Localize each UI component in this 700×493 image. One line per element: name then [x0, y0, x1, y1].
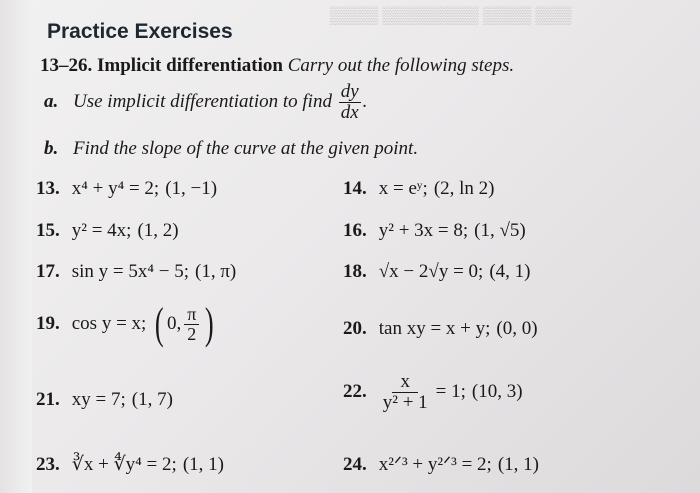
fraction-numerator: x — [392, 372, 418, 393]
exercise-20 — [343, 318, 538, 340]
step-a-text: Use implicit differentiation to find — [73, 90, 332, 112]
exercise-number: 18. — [343, 261, 367, 282]
exercise-point: (1, −1) — [165, 178, 218, 199]
exercise-23 — [36, 453, 224, 476]
exercise-point: (1, 7) — [131, 389, 173, 410]
exercise-instruction: Carry out the following steps. — [287, 55, 515, 76]
exercise-equation: x = eʸ; — [378, 178, 428, 199]
exercise-number: 23. — [36, 453, 60, 475]
exercise-point: (1, 2) — [137, 220, 179, 241]
step-a — [44, 82, 367, 123]
exercise-equation: sin y = 5x⁴ − 5; — [71, 261, 190, 282]
exercise-21 — [36, 389, 173, 411]
exercise-17 — [36, 261, 236, 283]
exercise-equation: xy = 7; — [71, 389, 126, 410]
exercise-point — [152, 299, 217, 348]
exercise-number: 16. — [343, 220, 367, 241]
section-heading: Practice Exercises — [47, 20, 233, 43]
pi-over-2-fraction — [184, 305, 199, 344]
exercise-number: 19. — [36, 313, 60, 334]
exercise-equation: x²ᐟ³ + y²ᐟ³ = 2; — [378, 454, 492, 475]
right-paren: ) — [205, 299, 215, 348]
exercise-number: 17. — [36, 261, 60, 282]
exercise-22 — [343, 372, 523, 413]
exercise-topic: Implicit differentiation — [97, 55, 283, 76]
exercise-number: 24. — [343, 453, 367, 475]
exercise-number: 14. — [343, 178, 367, 199]
fraction-denominator: dx — [340, 101, 359, 123]
exercise-equation: tan xy = x + y; — [378, 318, 491, 339]
fraction-numerator: π — [184, 305, 199, 325]
exercise-24 — [343, 453, 539, 476]
exercise-point: (1, 1) — [497, 453, 539, 475]
exercise-equation: x⁴ + y⁴ = 2; — [71, 178, 160, 199]
exercise-equation: = 1; — [435, 381, 466, 403]
step-b-text: Find the slope of the curve at the given point. — [73, 138, 419, 159]
exercise-equation: √x − 2√y = 0; — [378, 261, 484, 282]
exercise-14 — [343, 178, 495, 200]
exercise-point: (1, π) — [195, 261, 237, 282]
step-b-letter: b. — [44, 138, 59, 159]
page-fold-shadow — [0, 0, 32, 493]
exercise-13 — [36, 178, 217, 200]
exercise-point: (1, √5) — [474, 220, 526, 241]
exercise-point: (2, ln 2) — [433, 178, 495, 199]
exercise-number: 21. — [36, 389, 60, 410]
exercise-16 — [343, 220, 526, 242]
exercise-equation: cos y = x; — [71, 313, 147, 334]
exercise-range-numbers: 13–26. — [40, 55, 93, 76]
exercise-number: 15. — [36, 220, 60, 241]
x-over-y2-plus-1-fraction — [381, 372, 430, 413]
exercise-number: 22. — [343, 381, 367, 403]
fraction-numerator: dy — [340, 81, 359, 102]
step-a-end: . — [362, 90, 368, 112]
exercise-range-line — [40, 55, 514, 77]
exercise-15 — [36, 220, 179, 242]
bleed-through-text: ▒▒▒ ▒▒▒▒ ▒▒▒▒▒▒▒▒ ▒▒▒▒ — [330, 7, 572, 26]
step-b — [44, 138, 418, 160]
exercise-18 — [343, 261, 530, 283]
exercise-point: (1, 1) — [182, 453, 224, 475]
exercise-point: (0, 0) — [496, 318, 538, 339]
exercise-19 — [36, 299, 217, 348]
exercise-equation: ∛x + ∜y⁴ = 2; — [71, 454, 177, 475]
fraction-denominator: 2 — [187, 323, 197, 344]
fraction-denominator: y² + 1 — [382, 391, 428, 413]
exercise-equation: y² + 3x = 8; — [378, 220, 469, 241]
exercise-point: (4, 1) — [489, 261, 531, 282]
exercise-equation: y² = 4x; — [71, 220, 132, 241]
exercise-number: 20. — [343, 318, 367, 339]
step-a-letter: a. — [44, 90, 59, 112]
left-paren: ( — [155, 299, 165, 348]
exercise-point: (10, 3) — [471, 381, 523, 403]
point-x: 0, — [166, 313, 182, 334]
dy-dx-fraction — [339, 82, 361, 123]
exercise-number: 13. — [36, 178, 60, 199]
